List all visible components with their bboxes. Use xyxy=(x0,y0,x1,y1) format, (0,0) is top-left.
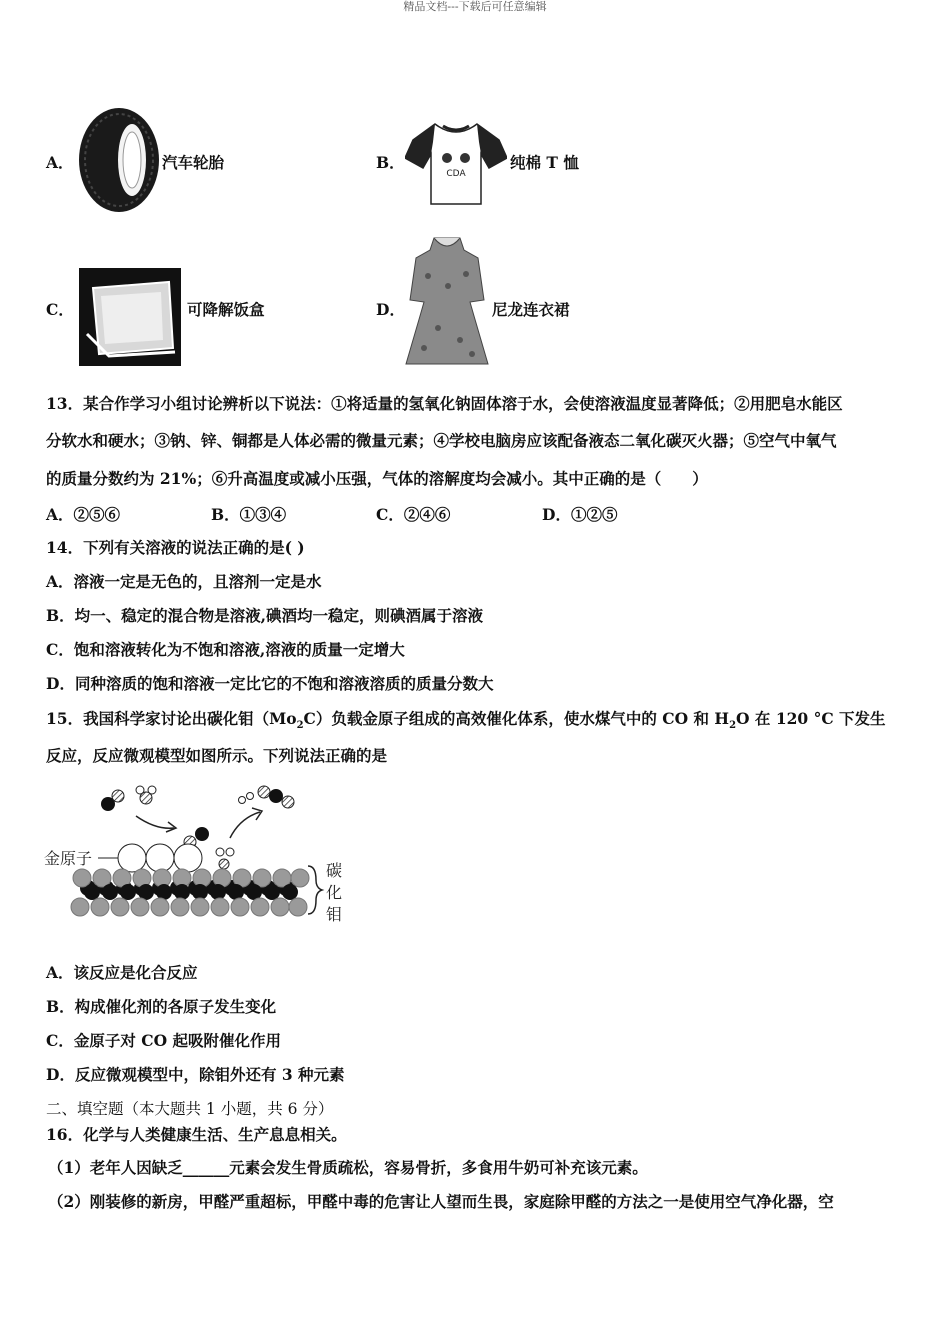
q14-option-a: A．溶液一定是无色的，且溶剂一定是水 xyxy=(46,572,322,591)
page-header: 精品文档---下载后可任意编辑 xyxy=(403,0,547,13)
gold-atom-label: 金原子 xyxy=(44,849,93,868)
q15-option-c: C．金原子对 CO 起吸附催化作用 xyxy=(46,1031,281,1050)
option-c-letter: C． xyxy=(46,300,74,319)
q13-option-d: D．①②⑤ xyxy=(542,505,618,524)
option-a-letter: A． xyxy=(46,153,74,172)
q14-stem: 14．下列有关溶液的说法正确的是( ) xyxy=(46,538,305,557)
nylon-dress-image xyxy=(404,236,490,370)
section-two-heading: 二、填空题（本大题共 1 小题，共 6 分） xyxy=(46,1100,334,1118)
lunchbox-image xyxy=(79,268,181,366)
q16-stem: 16．化学与人类健康生活、生产息息相关。 xyxy=(46,1125,347,1144)
q14-option-c: C．饱和溶液转化为不饱和溶液,溶液的质量一定增大 xyxy=(46,640,405,659)
option-a-caption: 汽车轮胎 xyxy=(162,153,225,172)
q13-option-a: A．②⑤⑥ xyxy=(46,505,121,524)
q13-line-1: 13．某合作学习小组讨论辨析以下说法：①将适量的氢氧化钠固体溶于水，会使溶液温度显著降低；②用肥皂水能区 xyxy=(46,394,843,413)
q14-option-d: D．同种溶质的饱和溶液一定比它的不饱和溶液溶质的质量分数大 xyxy=(46,674,494,693)
support-label-2: 化 xyxy=(326,883,343,902)
support-label-3: 钼 xyxy=(326,905,343,924)
reaction-model-diagram xyxy=(44,780,354,930)
q13-line-2: 分软水和硬水；③钠、锌、铜都是人体必需的微量元素；④学校电脑房应该配备液态二氧化碳灭火器；⑤空气中氧气 xyxy=(46,431,837,450)
q15-line-2: 反应，反应微观模型如图所示。下列说法正确的是 xyxy=(46,746,388,765)
q15-line-1: 15．我国科学家讨论出碳化钼$(Mo_2C)$负载金原子组成的高效催化体系，使水煤气中的 CO 和 $H_2O$ 在 120 °C 下发生 xyxy=(46,709,886,732)
q16-part-2: （2）刚装修的新房，甲醛严重超标，甲醛中毒的危害让人望而生畏，家庭除甲醛的方法之一是使用空气净化器，空 xyxy=(48,1192,834,1211)
q14-option-b: B．均一、稳定的混合物是溶液,碘酒均一稳定，则碘酒属于溶液 xyxy=(46,606,483,625)
q15-option-d: D．反应微观模型中，除钼外还有 3 种元素 xyxy=(46,1065,345,1084)
option-b-letter: B． xyxy=(376,153,405,172)
option-d-letter: D． xyxy=(376,300,405,319)
q16-blank: ______ xyxy=(182,1158,230,1177)
tshirt-image xyxy=(405,118,507,208)
option-d-caption: 尼龙连衣裙 xyxy=(492,300,570,319)
option-c-caption: 可降解饭盒 xyxy=(187,300,265,319)
q15-option-a: A．该反应是化合反应 xyxy=(46,963,198,982)
tire-image xyxy=(76,106,162,214)
q13-option-c: C．②④⑥ xyxy=(376,505,451,524)
q15-option-b: B．构成催化剂的各原子发生变化 xyxy=(46,997,277,1016)
q16-part-1: （1）老年人因缺乏______元素会发生骨质疏松，容易骨折，多食用牛奶可补充该元素。 xyxy=(48,1158,648,1177)
q13-option-b: B．①③④ xyxy=(211,505,287,524)
tshirt-print: CDA xyxy=(446,169,466,179)
option-b-caption: 纯棉 T 恤 xyxy=(510,153,579,172)
support-label-1: 碳 xyxy=(326,861,343,880)
q13-line-3: 的质量分数约为 21%；⑥升高温度或减小压强，气体的溶解度均会减小。其中正确的是（ ） xyxy=(46,469,708,488)
